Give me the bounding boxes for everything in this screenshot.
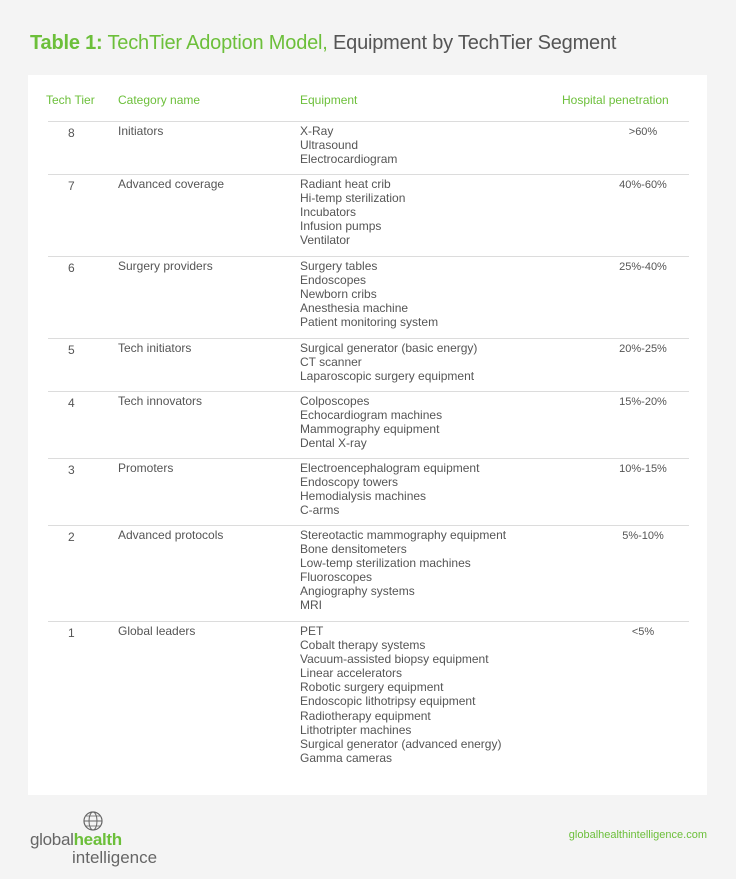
cell-tech-tier: 2	[68, 530, 75, 544]
equipment-item: Linear accelerators	[300, 666, 403, 681]
cell-tech-tier: 7	[68, 179, 75, 193]
equipment-item: Vacuum-assisted biopsy equipment	[300, 652, 489, 667]
equipment-item: Radiant heat crib	[300, 177, 391, 191]
equipment-item: Angiography systems	[300, 584, 415, 599]
table-row	[48, 338, 689, 392]
cell-hospital-penetration: >60%	[628, 126, 658, 138]
equipment-item: Low-temp sterilization machines	[300, 556, 471, 571]
table-row	[48, 256, 689, 339]
logo-global: global	[30, 830, 74, 849]
cell-category-name: Tech innovators	[118, 394, 203, 408]
cell-equipment-list	[300, 124, 397, 166]
cell-category-name: Advanced coverage	[118, 177, 225, 191]
logo-wordmark-line1	[30, 830, 157, 850]
cell-equipment-list	[300, 461, 479, 517]
equipment-item: Endoscopy towers	[300, 475, 399, 490]
cell-category-name: Global leaders	[118, 624, 196, 638]
table-row	[48, 121, 689, 175]
logo	[30, 810, 157, 868]
equipment-item: Echocardiogram machines	[300, 408, 443, 423]
cell-category-name: Advanced protocols	[118, 528, 224, 542]
cell-category-name: Surgery providers	[118, 259, 213, 273]
logo-intelligence: intelligence	[72, 848, 158, 867]
equipment-item: Surgical generator (advanced energy)	[300, 736, 502, 751]
equipment-item: Gamma cameras	[300, 750, 393, 765]
equipment-item: Surgical generator (basic energy)	[300, 341, 478, 355]
equipment-item: Radiotherapy equipment	[300, 708, 431, 723]
cell-category-name: Tech initiators	[118, 341, 192, 355]
equipment-item: Mammography equipment	[300, 422, 440, 437]
equipment-item: MRI	[300, 598, 322, 613]
equipment-item: Ultrasound	[300, 138, 359, 153]
logo-health: health	[73, 830, 122, 849]
header-equipment: Equipment	[300, 93, 358, 107]
equipment-item: Endoscopic lithotripsy equipment	[300, 694, 476, 709]
footer-website-link[interactable]: globalhealthintelligence.com	[568, 829, 707, 841]
equipment-item: Electroencephalogram equipment	[300, 461, 480, 475]
table-row	[48, 525, 689, 622]
equipment-item: X-Ray	[300, 124, 334, 138]
equipment-item: Lithotripter machines	[300, 722, 412, 737]
equipment-item: Stereotactic mammography equipment	[300, 528, 507, 542]
cell-category-name: Promoters	[118, 461, 174, 475]
cell-hospital-penetration: 25%-40%	[619, 261, 667, 273]
cell-hospital-penetration: 10%-15%	[619, 463, 667, 475]
table-row	[48, 621, 689, 774]
title-label: Table 1:	[30, 32, 103, 54]
equipment-item: Ventilator	[300, 233, 351, 248]
cell-tech-tier: 3	[68, 463, 75, 477]
cell-equipment-list	[300, 259, 438, 329]
cell-hospital-penetration: 5%-10%	[622, 530, 664, 542]
equipment-item: Endoscopes	[300, 273, 367, 288]
table-card	[28, 75, 707, 795]
equipment-item: Laparoscopic surgery equipment	[300, 369, 475, 384]
equipment-item: C-arms	[300, 503, 340, 518]
title-subject: Equipment by TechTier Segment	[333, 32, 617, 54]
equipment-item: Cobalt therapy systems	[300, 638, 426, 653]
equipment-item: Robotic surgery equipment	[300, 680, 444, 695]
equipment-item: Colposcopes	[300, 394, 370, 408]
cell-equipment-list	[300, 177, 405, 247]
cell-tech-tier: 1	[68, 626, 75, 640]
equipment-item: Anesthesia machine	[300, 301, 409, 316]
globe-icon	[82, 810, 104, 832]
cell-equipment-list	[300, 528, 506, 613]
equipment-item: CT scanner	[300, 355, 362, 370]
table-row	[48, 391, 689, 459]
cell-category-name: Initiators	[118, 124, 164, 138]
equipment-item: Electrocardiogram	[300, 152, 398, 167]
equipment-item: Infusion pumps	[300, 219, 382, 234]
header-category-name: Category name	[118, 93, 201, 107]
cell-tech-tier: 8	[68, 126, 75, 140]
page-title	[30, 32, 616, 55]
cell-hospital-penetration: 40%-60%	[619, 179, 667, 191]
equipment-item: Incubators	[300, 205, 357, 220]
table-row	[48, 458, 689, 526]
cell-tech-tier: 5	[68, 343, 75, 357]
equipment-item: Hi-temp sterilization	[300, 191, 406, 206]
equipment-item: Fluoroscopes	[300, 570, 373, 585]
cell-tech-tier: 6	[68, 261, 75, 275]
table-row	[48, 174, 689, 257]
cell-hospital-penetration: <5%	[631, 626, 655, 638]
header-tech-tier: Tech Tier	[46, 93, 95, 107]
cell-hospital-penetration: 15%-20%	[619, 396, 667, 408]
cell-equipment-list	[300, 341, 477, 383]
equipment-item: Dental X-ray	[300, 436, 367, 451]
cell-equipment-list	[300, 624, 501, 765]
cell-equipment-list	[300, 394, 442, 450]
cell-hospital-penetration: 20%-25%	[619, 343, 667, 355]
title-model-name: TechTier Adoption Model,	[107, 32, 328, 54]
equipment-item: Patient monitoring system	[300, 315, 439, 330]
cell-tech-tier: 4	[68, 396, 75, 410]
header-hospital-penetration: Hospital penetration	[562, 93, 669, 107]
equipment-item: PET	[300, 624, 324, 638]
equipment-item: Surgery tables	[300, 259, 378, 273]
equipment-item: Bone densitometers	[300, 542, 407, 557]
equipment-item: Hemodialysis machines	[300, 489, 427, 504]
equipment-item: Newborn cribs	[300, 287, 377, 302]
